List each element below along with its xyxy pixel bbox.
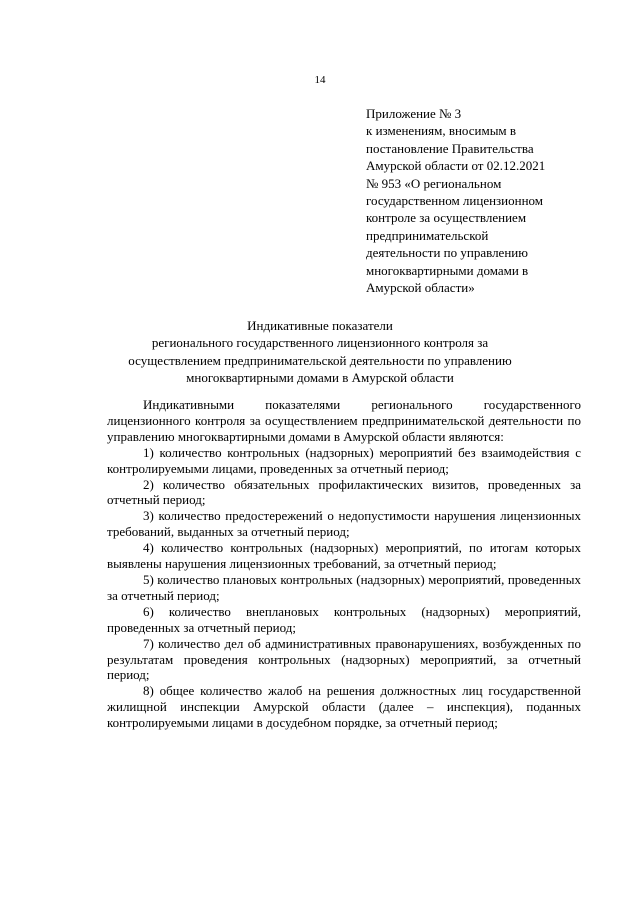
title-line: осуществлением предпринимательской деятельности по управлению bbox=[128, 352, 512, 368]
appendix-line: многоквартирными домами в bbox=[366, 262, 529, 278]
indicator-item: 8) общее количество жалоб на решения должностных лиц государственной жилищной инспекции Амурской области (далее – инспекция), поданных контролируемыми лицами в досудебном порядке, за отчетный период; bbox=[107, 683, 581, 731]
title-line: Индикативные показатели bbox=[247, 318, 393, 333]
appendix-line: Амурской области» bbox=[366, 280, 475, 296]
appendix-line: предпринимательской bbox=[366, 227, 489, 243]
appendix-line: к изменениям, вносимым в bbox=[366, 123, 517, 139]
appendix-block bbox=[366, 105, 596, 296]
document-body bbox=[107, 397, 581, 731]
document-title bbox=[80, 317, 560, 387]
page-number: 14 bbox=[314, 74, 326, 86]
appendix-line: № 953 «О региональном bbox=[366, 175, 502, 191]
title-line: регионального государственного лицензионного контроля за bbox=[151, 335, 489, 351]
appendix-line: постановление Правительства bbox=[366, 140, 534, 156]
appendix-line: деятельности по управлению bbox=[366, 245, 528, 261]
appendix-line: Приложение № 3 bbox=[366, 106, 462, 121]
indicator-item: 5) количество плановых контрольных (надзорных) мероприятий, проведенных за отчетный период; bbox=[107, 571, 581, 603]
intro-paragraph: Индикативными показателями регионального государственного лицензионного контроля за осуществлением предпринимательской деятельности по управлению многоквартирными домами в Амурской области являются: bbox=[107, 397, 581, 444]
indicator-item: 2) количество обязательных профилактических визитов, проведенных за отчетный период; bbox=[107, 476, 581, 508]
indicator-item: 3) количество предостережений о недопустимости нарушения лицензионных требований, выданных за отчетный период; bbox=[107, 508, 581, 540]
appendix-line: Амурской области от 02.12.2021 bbox=[366, 158, 546, 174]
indicator-item: 4) количество контрольных (надзорных) мероприятий, по итогам которых выявлены нарушения лицензионных требований, за отчетный период; bbox=[107, 540, 581, 572]
appendix-line: контроле за осуществлением bbox=[366, 210, 527, 226]
indicator-item: 7) количество дел об административных правонарушениях, возбужденных по результатам проведения контрольных (надзорных) мероприятий, за отчетный период; bbox=[107, 635, 581, 683]
indicator-item: 1) количество контрольных (надзорных) мероприятий без взаимодействия с контролируемыми лицами, проведенных за отчетный период; bbox=[107, 444, 581, 476]
appendix-line: государственном лицензионном bbox=[366, 193, 544, 209]
title-line: многоквартирными домами в Амурской области bbox=[186, 370, 454, 386]
indicator-item: 6) количество внеплановых контрольных (надзорных) мероприятий, проведенных за отчетный период; bbox=[107, 603, 581, 635]
